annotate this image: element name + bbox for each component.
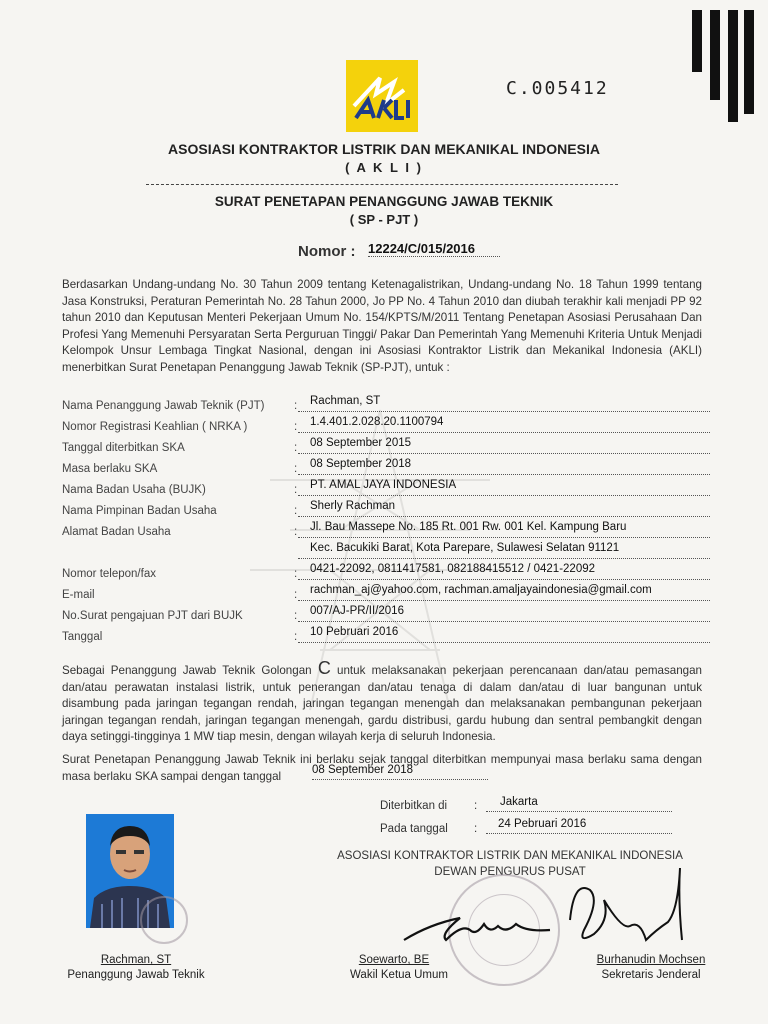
field-row: No.Surat pengajuan PJT dari BUJK : 007/AJ-PR/II/2016: [62, 604, 710, 622]
intro-paragraph: Berdasarkan Undang-undang No. 30 Tahun 2009 tentang Ketenagalistrikan, Undang-undang No. 18 Tahun 1999 tentang Jasa Konstruksi, Peraturan Pemerintah No. 28 Tahun 2000, Jo PP No. 4 Tahun 2010 dan diubah terakhir kali menjadi PP 92 tahun 2010 dan Keputusan Menteri Pekerjaan Umum No. 154/KPTS/M/2011 Tentang Penetapan Asosiasi Perusahaan Dan Profesi Yang Memenuhi Persyaratan Serta Perguruan Tinggi/ Pakar Dan Pemerintah Yang Memenuhi Kriteria Untuk Menjadi Kelompok Unsur Lembaga Tingkat Nasional, dengan ini Asosiasi Kontraktor Listrik dan Mekanikal Indonesia (AKLI) menerbitkan Surat Penetapan Penanggung Jawab Teknik (SP-PJT), untuk :: [62, 278, 702, 374]
field-row: Tanggal diterbitkan SKA : 08 September 2015: [62, 436, 710, 454]
field-label: Tanggal diterbitkan SKA: [62, 442, 185, 454]
akli-logo-icon: [346, 60, 418, 132]
document-title: SURAT PENETAPAN PENANGGUNG JAWAB TEKNIK: [214, 194, 554, 209]
signatory-pjt-name: Rachman, ST: [100, 954, 172, 966]
nomor-label: Nomor :: [298, 243, 356, 260]
field-label: Alamat Badan Usaha: [62, 526, 171, 538]
field-value: 0421-22092, 0811417581, 082188415512 / 0421-22092: [298, 562, 710, 580]
field-value: Kec. Bacukiki Barat, Kota Parepare, Sulawesi Selatan 91121: [298, 541, 710, 559]
field-value: 08 September 2018: [298, 457, 710, 475]
field-label: Nama Badan Usaha (BUJK): [62, 484, 206, 496]
certificate-page: C.005412 ASOSIASI KONTRAKTOR LISTRIK DAN MEKANIKAL INDONESIA ( A K L I ) SURAT PENETAPAN PENANGGUNG JAWAB TEKNIK ( SP - PJT ) Nomor : 12224/C/015/2016 Berdasarkan Undang-undang No. 30 Tahun 2009 tentang Ketenagalistrikan, Undang-undang No. 18 Tahun 1999 tentang Jasa Konstruksi, Peraturan Pemerintah No. 28 Tahun 2000, Jo PP No. 4 Tahun 2010 dan diubah terakhir kali menjadi PP 92 tahun 2010 dan Keputusan Menteri Pekerjaan Umum No. 154/KPTS/M/2011 Tentang Penetapan Asosiasi Perusahaan Dan Profesi Yang Memenuhi Persyaratan Serta Perguruan Tinggi/ Pakar Dan Pemerintah Yang Memenuhi Kriteria Untuk Menjadi Kelompok Unsur Lembaga Tingkat Nasional, dengan ini Asosiasi Kontraktor Listrik dan Mekanikal Indonesia (AKLI) menerbitkan Surat Penetapan Penanggung Jawab Teknik (SP-PJT), untuk : Nama Penanggung Jawab Teknik (PJT) : Rachman, ST Nomor Registrasi Keahlian ( NRKA ) : 1.4.401.2.028.20.1100794 Tanggal diterbitkan SKA : 08 September 2015 Masa berlaku SKA : 08 September 2018 Nama Badan Usaha (BUJK) : PT. AMAL JAYA INDONESIA Nama Pimpinan Badan Usaha : Sherly Rachman Alamat Badan Usaha : Jl. Bau Massepe No. 185 Rt. 001 Rw. 001 Kel. Kampung Baru Kec. Bacukiki Barat, Kota Parepare, Sulawesi Selatan 91121 Nomor telepon/fax : 0421-22092, 0811417581, 082188415512 / 0421-22092 E-mail : rachman_aj@yahoo.com, rachman.amaljayaindonesia@gmail.com No.Surat pengajuan PJT dari BUJK : 007/AJ-PR/II/2016 Tanggal : 10 Pebruari 2016 Sebagai Penanggung Jawab Teknik Golongan C untuk melaksanakan pekerjaan perencanaan dan/atau pemasangan dan/atau perawatan instalasi listrik, untuk penerangan dan/atau tenaga di dalam dan/atau di luar bangunan untuk disambung pada jaringan tegangan rendah, jaringan tegangan menengah dan melaksanakan pembangunan pekerjaan jaringan tegangan rendah, jaringan tegangan menengah, gardu distribusi, gardu hubung dan sentral pembangkit dengan daya setinggi-tingginya 1 MW tiap mesin, dengan wilayah kerja di seluruh Indonesia. Surat Penetapan Penanggung Jawab Teknik ini berlaku sejak tanggal diterbitkan mempunyai masa berlaku sama dengan masa berlaku SKA sampai dengan tanggal 08 September 2018 Diterbitkan di : Jakarta Pada tanggal : 24 Pebruari 2016 ASOSIASI KONTRAKTOR LISTRIK DAN MEKANIKAL INDONESIA DEWAN PENGURUS PUSAT Rachman, ST Penanggung Jawab Teknik Soewarto, BE Wakil Ketua Umum Burhanudin Mochsen Sekretaris Jenderal: [0, 0, 768, 1024]
field-value: Jl. Bau Massepe No. 185 Rt. 001 Rw. 001 Kel. Kampung Baru: [298, 520, 710, 538]
nomor-value: 12224/C/015/2016: [368, 241, 500, 257]
issued-date-value: 24 Pebruari 2016: [486, 818, 672, 834]
signatory-sekjen-title: Sekretaris Jenderal: [601, 969, 701, 981]
field-value: 10 Pebruari 2016: [298, 625, 710, 643]
issued-place-value: Jakarta: [486, 796, 672, 812]
field-row: Nomor Registrasi Keahlian ( NRKA ) : 1.4.401.2.028.20.1100794: [62, 415, 710, 433]
photo-stamp: [140, 896, 188, 944]
field-row: Masa berlaku SKA : 08 September 2018: [62, 457, 710, 475]
field-value: rachman_aj@yahoo.com, rachman.amaljayaindonesia@gmail.com: [298, 583, 710, 601]
corner-marker-bars: [692, 10, 754, 122]
field-row: E-mail : rachman_aj@yahoo.com, rachman.amaljayaindonesia@gmail.com: [62, 583, 710, 601]
signing-org-name: ASOSIASI KONTRAKTOR LISTRIK DAN MEKANIKAL INDONESIA: [337, 850, 683, 862]
field-row: Nama Pimpinan Badan Usaha : Sherly Rachman: [62, 499, 710, 517]
issued-place-label: Diterbitkan di: [380, 800, 448, 812]
field-label: Nama Penanggung Jawab Teknik (PJT): [62, 400, 265, 412]
signature-wakil-ketua: [400, 894, 560, 950]
field-label: Nomor Registrasi Keahlian ( NRKA ): [62, 421, 248, 433]
field-row: Alamat Badan Usaha : Jl. Bau Massepe No. 185 Rt. 001 Rw. 001 Kel. Kampung Baru: [62, 520, 710, 538]
field-value: 007/AJ-PR/II/2016: [298, 604, 710, 622]
golongan-letter: C: [317, 658, 331, 678]
signatory-sekjen-name: Burhanudin Mochsen: [596, 954, 706, 966]
golongan-text-before: Sebagai Penanggung Jawab Teknik Golongan: [62, 664, 318, 677]
golongan-text-after: untuk melaksanakan pekerjaan perencanaan dan/atau pemasangan dan/atau perawatan instalasi listrik, untuk penerangan dan/atau tenaga di dalam dan/atau di luar bangunan untuk disambung pada jaringan tegangan rendah, jaringan tegangan menengah dan melaksanakan pembangunan pekerjaan jaringan tegangan rendah, jaringan tegangan menengah, gardu distribusi, gardu hubung dan sentral pembangkit dengan daya setinggi-tingginya 1 MW tiap mesin, dengan wilayah kerja di seluruh Indonesia.: [62, 664, 702, 744]
field-row: [62, 541, 710, 559]
field-value: 1.4.401.2.028.20.1100794: [298, 415, 710, 433]
title-divider: [146, 184, 618, 185]
akli-logo: [346, 60, 418, 132]
field-row: Tanggal : 10 Pebruari 2016: [62, 625, 710, 643]
field-label: Masa berlaku SKA: [62, 463, 158, 475]
field-label: Tanggal: [62, 631, 103, 643]
serial-number: C.005412: [506, 78, 609, 99]
field-row: Nama Badan Usaha (BUJK) : PT. AMAL JAYA INDONESIA: [62, 478, 710, 496]
signatory-wakil-name: Soewarto, BE: [358, 954, 430, 966]
field-label: Nama Pimpinan Badan Usaha: [62, 505, 217, 517]
validity-paragraph: Surat Penetapan Penanggung Jawab Teknik ini berlaku sejak tanggal diterbitkan mempunyai masa berlaku sama dengan masa berlaku SKA sampai dengan tanggal: [62, 753, 702, 783]
field-value: Sherly Rachman: [298, 499, 710, 517]
validity-date: 08 September 2018: [312, 764, 488, 780]
org-abbreviation: ( A K L I ): [345, 160, 423, 175]
signatory-pjt-title: Penanggung Jawab Teknik: [67, 969, 205, 981]
field-row: Nomor telepon/fax : 0421-22092, 0811417581, 082188415512 / 0421-22092: [62, 562, 710, 580]
field-label: Nomor telepon/fax: [62, 568, 156, 580]
signing-org-board: DEWAN PENGURUS PUSAT: [434, 866, 586, 878]
signatory-wakil-title: Wakil Ketua Umum: [350, 969, 448, 981]
document-abbreviation: ( SP - PJT ): [349, 212, 419, 227]
org-name: ASOSIASI KONTRAKTOR LISTRIK DAN MEKANIKAL INDONESIA: [168, 141, 600, 157]
signature-sekretaris: [560, 860, 700, 956]
field-label: E-mail: [62, 589, 95, 601]
field-value: PT. AMAL JAYA INDONESIA: [298, 478, 710, 496]
field-value: Rachman, ST: [298, 394, 710, 412]
field-label: No.Surat pengajuan PJT dari BUJK: [62, 610, 243, 622]
issued-date-label: Pada tanggal: [380, 823, 448, 835]
field-row: Nama Penanggung Jawab Teknik (PJT) : Rachman, ST: [62, 394, 710, 412]
golongan-paragraph: [62, 660, 702, 746]
field-value: 08 September 2015: [298, 436, 710, 454]
